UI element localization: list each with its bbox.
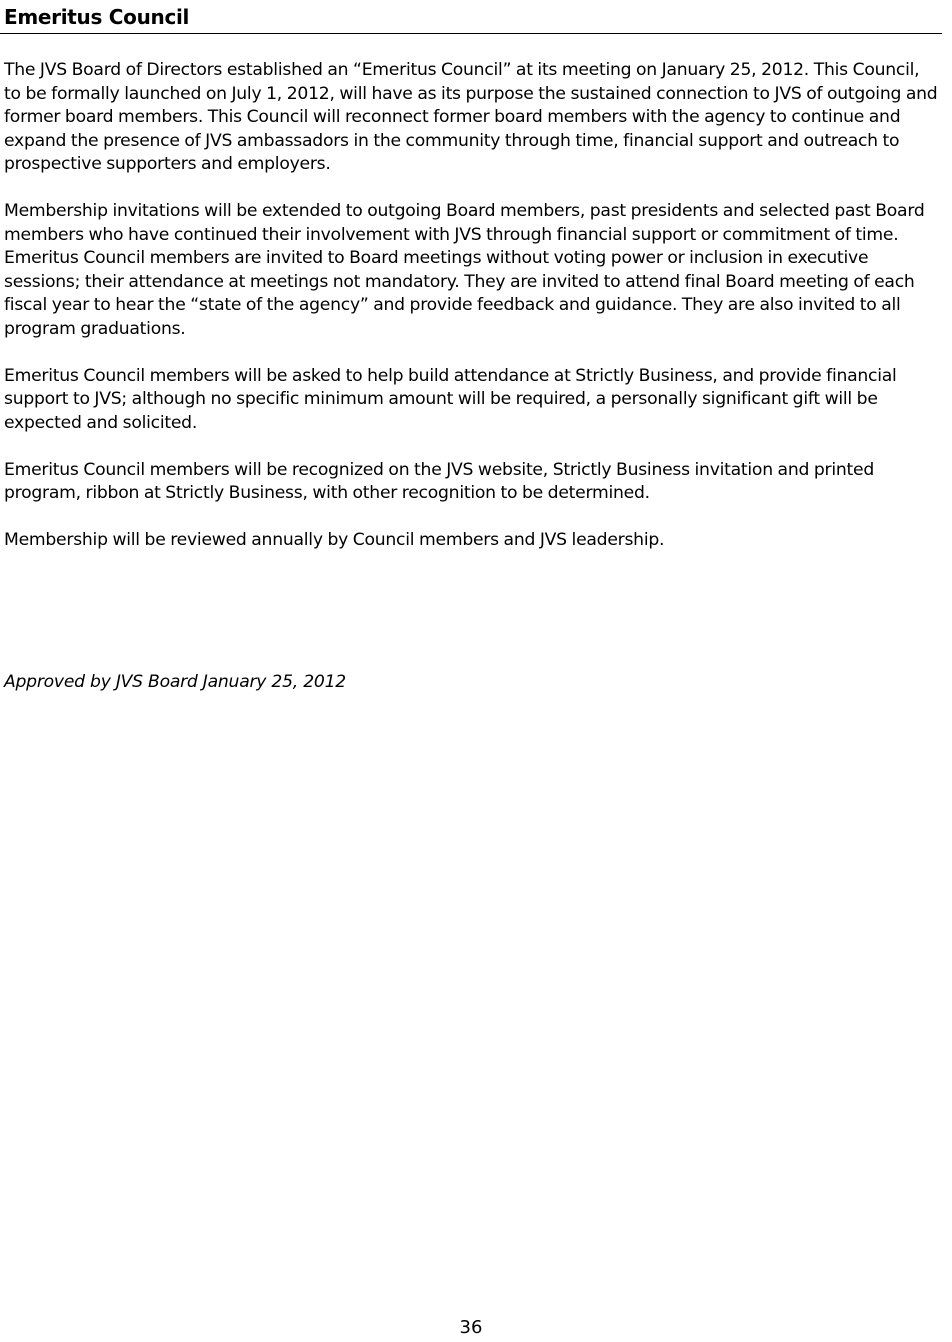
paragraph-annual-review: Membership will be reviewed annually by Council members and JVS leadership. [4, 530, 665, 550]
page-title: Emeritus Council [4, 5, 190, 29]
paragraph-establishment: The JVS Board of Directors established an “Emeritus Council” at its meeting on January 25, 2012. This Council, to be formally launched on July 1, 2012, will have as its purpose the sustained connection to JVS of outgoing and former board members. This Council will reconnect former board members with the agency to continue and expand the presence of JVS ambassadors in the community through time, financial support and outreach to prospective supporters and employers. [4, 60, 938, 174]
paragraph-recognition: Emeritus Council members will be recognized on the JVS website, Strictly Business invitation and printed program, ribbon at Strictly Business, with other recognition to be determined. [4, 459, 874, 503]
paragraph-membership-invitations: Membership invitations will be extended to outgoing Board members, past presidents and selected past Board members who have continued their involvement with JVS through financial support or commitment of time. Emeritus Council members are invited to Board meetings without voting power or inclusion in executive sessions; their attendance at meetings not mandatory. They are invited to attend final Board meeting of each fiscal year to hear the “state of the agency” and provide feedback and guidance. They are also invited to all program graduations. [4, 201, 925, 339]
paragraph-member-support: Emeritus Council members will be asked to help build attendance at Strictly Business, and provide financial support to JVS; although no specific minimum amount will be required, a personally significant gift will be expected and solicited. [4, 365, 897, 433]
approval-note: Approved by JVS Board January 25, 2012 [4, 672, 346, 692]
document-body [4, 59, 940, 576]
title-underline-rule [0, 33, 942, 34]
page-number: 36 [459, 1317, 483, 1338]
